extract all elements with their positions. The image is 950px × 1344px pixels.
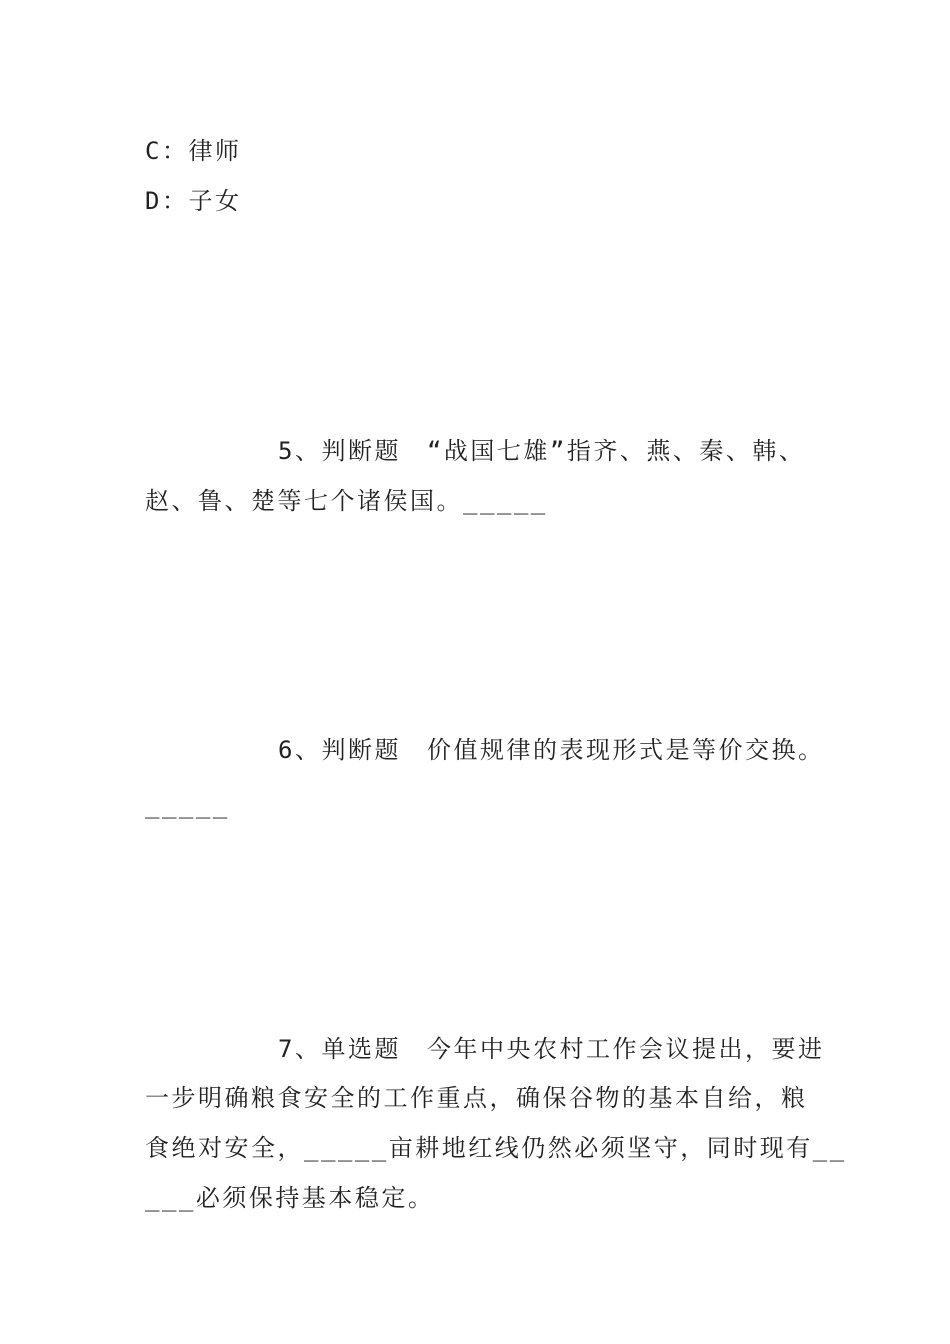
question-text-line: 赵、鲁、楚等七个诸侯国。_____ [145, 487, 548, 515]
question-text-line: _____ [145, 791, 230, 819]
question-text-line: 一步明确粮食安全的工作重点，确保谷物的基本自给，粮 [145, 1084, 808, 1112]
question-7-line-4 [145, 1183, 434, 1213]
question-type: 单选题 [321, 1035, 401, 1063]
option-letter: C [145, 137, 162, 165]
option-c [145, 136, 241, 166]
question-text-line: 食绝对安全，_____亩耕地红线仍然必须坚守，同时现有__ [145, 1134, 847, 1162]
option-letter: D [145, 187, 162, 215]
question-text-line: ___必须保持基本稳定。 [145, 1184, 435, 1212]
question-text-line: 价值规律的表现形式是等价交换。 [426, 736, 825, 764]
question-text-line: 今年中央农村工作会议提出，要进 [426, 1035, 825, 1063]
question-number: 6、 [278, 736, 322, 764]
option-text: 子女 [188, 187, 242, 215]
option-separator: ： [161, 137, 189, 165]
question-type: 判断题 [321, 437, 401, 465]
question-6-header [278, 735, 824, 765]
question-number: 5、 [278, 437, 322, 465]
question-7-header [278, 1034, 824, 1064]
question-7-line-3 [145, 1133, 847, 1163]
option-d [145, 186, 241, 216]
question-5-line-2 [145, 486, 548, 516]
option-separator: ： [161, 187, 189, 215]
question-7-line-2 [145, 1083, 808, 1113]
question-text-line: “战国七雄”指齐、燕、秦、韩、 [426, 437, 806, 465]
question-5-header [278, 436, 805, 466]
question-type: 判断题 [321, 736, 401, 764]
option-text: 律师 [188, 137, 242, 165]
question-6-line-2 [145, 790, 230, 820]
question-number: 7、 [278, 1035, 322, 1063]
